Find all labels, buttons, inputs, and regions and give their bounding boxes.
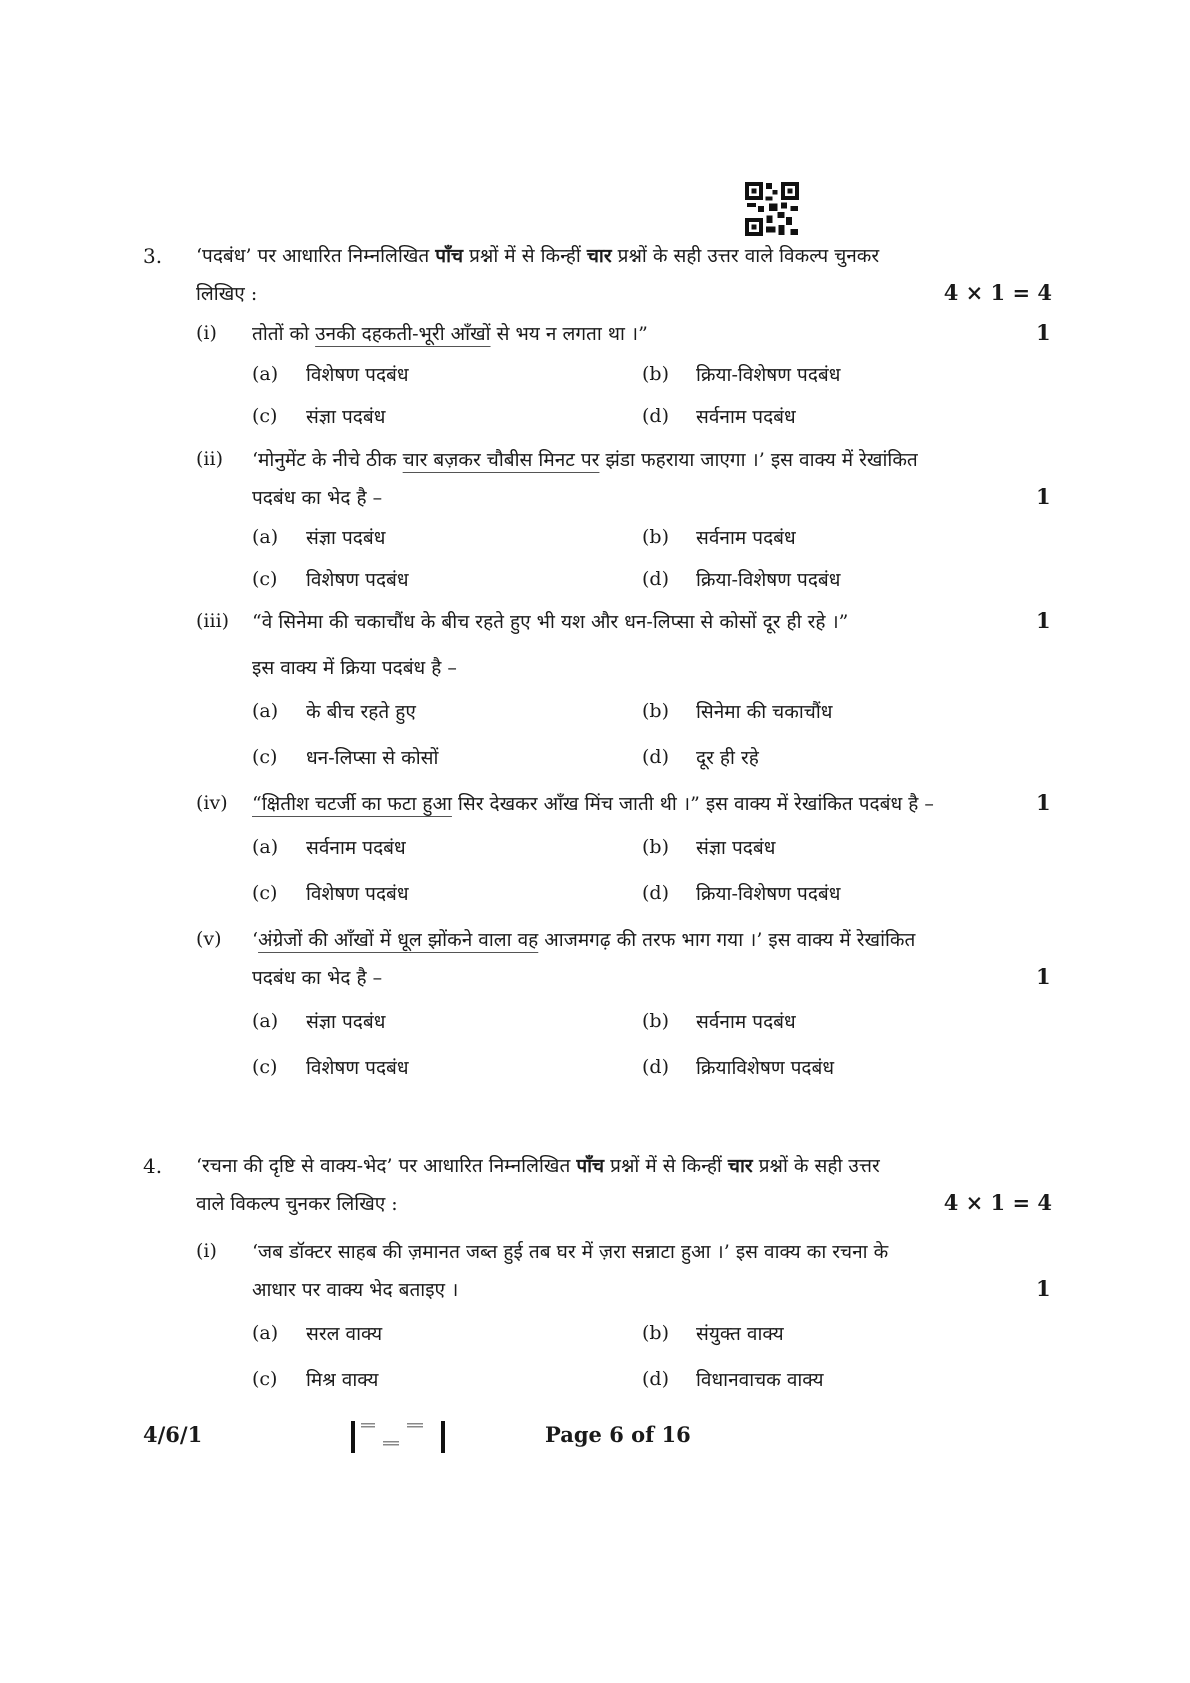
option-b-label: (b) [642,1010,669,1032]
underlined-phrase: “क्षितीश चटर्जी का फटा हुआ [252,793,452,815]
option-b-text[interactable]: क्रिया-विशेषण पदबंध [696,364,841,386]
option-b-label: (b) [642,526,669,548]
option-a-label: (a) [252,526,279,548]
option-a-text[interactable]: सर्वनाम पदबंध [306,837,406,859]
option-d-label: (d) [642,882,669,904]
sub-question-text: ‘जब डॉक्टर साहब की ज़मानत जब्त हुई तब घर में ज़रा सन्नाटा हुआ ।’ इस वाक्य का रचना के [252,1241,889,1263]
option-c-text[interactable]: विशेषण पदबंध [306,1057,409,1079]
question-marks: 4 × 1 = 4 [943,1190,1052,1215]
question-intro: ‘रचना की दृष्टि से वाक्य-भेद’ पर आधारित निम्नलिखित पाँच प्रश्नों में से किन्हीं चार प्रश्नों के सही उत्तर [196,1155,880,1177]
option-b-text[interactable]: सर्वनाम पदबंध [696,527,796,549]
sub-question-number: (i) [196,322,217,344]
underlined-phrase: अंग्रेजों की आँखों में धूल झोंकने वाला वह [258,929,539,951]
option-b-text[interactable]: सर्वनाम पदबंध [696,1011,796,1033]
emphasis-five: पाँच [435,245,464,267]
option-c-label: (c) [252,568,278,590]
sub-question-mark: 1 [1036,1276,1051,1301]
sub-question-text: “वे सिनेमा की चकाचौंध के बीच रहते हुए भी यश और धन-लिप्सा से कोसों दूर ही रहे ।” [252,611,849,633]
emphasis-four: चार [727,1155,753,1177]
sub-question-text: तोतों को उनकी दहकती-भूरी आँखों से भय न लगता था ।” [252,323,648,345]
option-a-text[interactable]: के बीच रहते हुए [306,701,416,723]
sub-question-number: (ii) [196,448,223,470]
sub-question-number: (v) [196,928,222,950]
option-c-label: (c) [252,746,278,768]
sub-question-text: ‘मोनुमेंट के नीचे ठीक चार बज़कर चौबीस मिनट पर झंडा फहराया जाएगा ।’ इस वाक्य में रेखांकित [252,449,918,471]
option-d-text[interactable]: विधानवाचक वाक्य [696,1369,824,1391]
sub-question-mark: 1 [1036,964,1051,989]
option-d-label: (d) [642,405,669,427]
option-d-label: (d) [642,1056,669,1078]
option-a-label: (a) [252,1010,279,1032]
option-b-text[interactable]: संयुक्त वाक्य [696,1323,784,1345]
sub-question-mark: 1 [1036,320,1051,345]
option-a-text[interactable]: सरल वाक्य [306,1323,383,1345]
option-c-label: (c) [252,1056,278,1078]
sub-question-text-line2: पदबंध का भेद है – [252,967,383,989]
option-d-text[interactable]: सर्वनाम पदबंध [696,406,796,428]
option-b-label: (b) [642,700,669,722]
sub-question-mark: 1 [1036,484,1051,509]
option-b-label: (b) [642,1322,669,1344]
sub-question-text: ‘अंग्रेजों की आँखों में धूल झोंकने वाला वह आजमगढ़ की तरफ भाग गया ।’ इस वाक्य में रेखांकित [252,929,916,951]
option-c-label: (c) [252,405,278,427]
sub-question-number: (iv) [196,792,228,814]
sub-question-text: “क्षितीश चटर्जी का फटा हुआ सिर देखकर आँख मिंच जाती थी ।” इस वाक्य में रेखांकित पदबंध है – [252,793,934,815]
option-c-text[interactable]: मिश्र वाक्य [306,1369,379,1391]
qr-code-icon [745,182,799,236]
emphasis-four: चार [586,245,612,267]
option-a-text[interactable]: संज्ञा पदबंध [306,1011,386,1033]
emphasis-five: पाँच [576,1155,605,1177]
option-b-label: (b) [642,363,669,385]
option-d-label: (d) [642,568,669,590]
option-c-label: (c) [252,1368,278,1390]
underlined-phrase: उनकी दहकती-भूरी आँखों [315,323,491,345]
option-d-text[interactable]: दूर ही रहे [696,747,759,769]
option-b-label: (b) [642,836,669,858]
question-intro: ‘पदबंध’ पर आधारित निम्नलिखित पाँच प्रश्नों में से किन्हीं चार प्रश्नों के सही उत्तर वाले विकल्प चुनकर [196,245,880,267]
option-d-text[interactable]: क्रियाविशेषण पदबंध [696,1057,835,1079]
underlined-phrase: चार बज़कर चौबीस मिनट पर [402,449,600,471]
option-d-text[interactable]: क्रिया-विशेषण पदबंध [696,883,841,905]
barcode-icon [349,1415,453,1455]
page-number: Page 6 of 16 [545,1422,691,1447]
option-c-text[interactable]: धन-लिप्सा से कोसों [306,747,439,769]
option-b-text[interactable]: संज्ञा पदबंध [696,837,776,859]
question-number: 3. [143,244,163,268]
sub-question-mark: 1 [1036,608,1051,633]
option-a-label: (a) [252,1322,279,1344]
paper-code: 4/6/1 [143,1422,203,1447]
sub-question-text-line2: पदबंध का भेद है – [252,487,383,509]
option-c-text[interactable]: संज्ञा पदबंध [306,406,386,428]
sub-question-number: (iii) [196,610,230,632]
sub-question-text-line2: इस वाक्य में क्रिया पदबंध है – [252,657,457,679]
question-intro-line2: वाले विकल्प चुनकर लिखिए : [196,1193,398,1215]
sub-question-mark: 1 [1036,790,1051,815]
option-b-text[interactable]: सिनेमा की चकाचौंध [696,701,833,723]
sub-question-number: (i) [196,1240,217,1262]
option-a-text[interactable]: संज्ञा पदबंध [306,527,386,549]
option-a-label: (a) [252,700,279,722]
option-a-label: (a) [252,363,279,385]
option-d-text[interactable]: क्रिया-विशेषण पदबंध [696,569,841,591]
option-c-label: (c) [252,882,278,904]
sub-question-text-line2: आधार पर वाक्य भेद बताइए । [252,1279,459,1301]
question-intro-line2: लिखिए : [196,283,258,305]
question-number: 4. [143,1154,163,1178]
option-d-label: (d) [642,1368,669,1390]
option-d-label: (d) [642,746,669,768]
option-c-text[interactable]: विशेषण पदबंध [306,883,409,905]
option-a-text[interactable]: विशेषण पदबंध [306,364,409,386]
question-marks: 4 × 1 = 4 [943,280,1052,305]
option-c-text[interactable]: विशेषण पदबंध [306,569,409,591]
option-a-label: (a) [252,836,279,858]
